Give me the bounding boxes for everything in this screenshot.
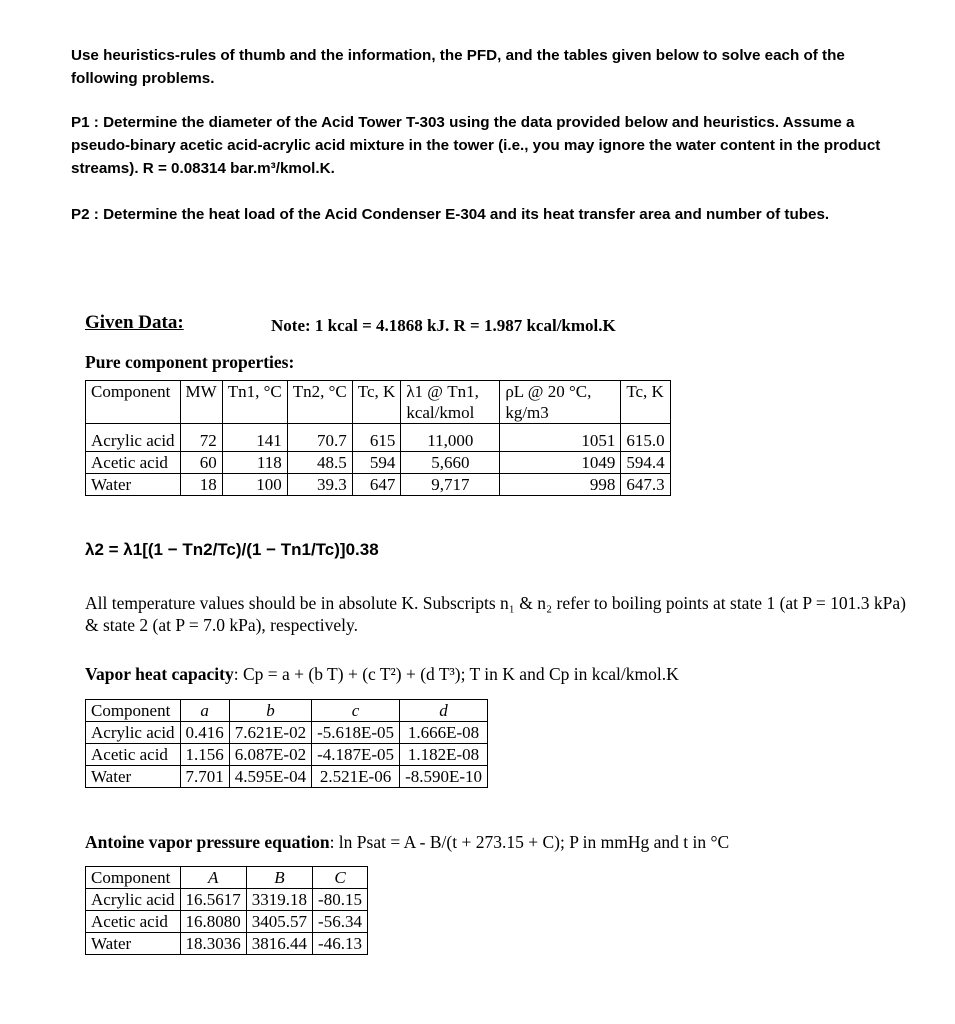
header-cell: Component (86, 867, 181, 889)
table-cell: Acetic acid (86, 911, 181, 933)
table-cell: Acrylic acid (86, 424, 181, 452)
problem-2-text: P2 : Determine the heat load of the Acid Condenser E-304 and its heat transfer area and number of tubes. (71, 206, 830, 223)
table-cell: 647.3 (621, 474, 670, 496)
antoine-table (85, 866, 368, 955)
table-cell: 7.701 (180, 766, 229, 788)
table-cell: Water (86, 474, 181, 496)
table-cell: -8.590E-10 (400, 766, 488, 788)
table-cell: Acrylic acid (86, 722, 181, 744)
antoine-label: Antoine vapor pressure equation (85, 832, 330, 852)
pure-component-title: Pure component properties: (85, 352, 295, 372)
table-cell: 1.156 (180, 744, 229, 766)
table-cell: 60 (180, 452, 222, 474)
header-cell: b (229, 700, 311, 722)
temperature-note: All temperature values should be in absolute K. Subscripts n₁ & n₂ refer to boiling points at state 1 (at P = 101.3 kPa) & state 2 (at P = 7.0 kPa), respectively. (85, 593, 906, 635)
table-cell: -80.15 (313, 889, 368, 911)
table-row (86, 424, 671, 452)
intro-text: Use heuristics-rules of thumb and the information, the PFD, and the tables given below to solve each of the following problems. (71, 47, 845, 87)
table-cell: -5.618E-05 (312, 722, 400, 744)
vapor-heat-capacity-line (85, 664, 679, 685)
table-row (86, 474, 671, 496)
table-cell: Water (86, 766, 181, 788)
table-cell: 16.8080 (180, 911, 246, 933)
table-cell: 2.521E-06 (312, 766, 400, 788)
header-cell: Tc, K (621, 381, 670, 424)
header-cell: Tn1, °C (222, 381, 287, 424)
table-cell: Water (86, 933, 181, 955)
table-row (86, 933, 368, 955)
table-cell: 118 (222, 452, 287, 474)
table-cell: 141 (222, 424, 287, 452)
table-cell: 3319.18 (246, 889, 312, 911)
latent-heat-equation: λ2 = λ1[(1 − Tn2/Tc)/(1 − Tn1/Tc)]0.38 (85, 540, 379, 559)
table-row (86, 722, 488, 744)
header-cell: d (400, 700, 488, 722)
table-cell: 0.416 (180, 722, 229, 744)
problem-1-text: P1 : Determine the diameter of the Acid Tower T-303 using the data provided below and heuristics. Assume a pseudo-binary acetic acid-acrylic acid mixture in the tower (i.e., you may ignore the water content in the product streams). R = 0.08314 bar.m³/kmol.K. (71, 114, 881, 177)
table-cell: 4.595E-04 (229, 766, 311, 788)
table-cell: 9,717 (401, 474, 500, 496)
table-cell: 615 (352, 424, 401, 452)
table-cell: 1049 (500, 452, 621, 474)
header-cell: Tn2, °C (287, 381, 352, 424)
table-cell: 7.621E-02 (229, 722, 311, 744)
table-cell: 11,000 (401, 424, 500, 452)
table-cell: 18.3036 (180, 933, 246, 955)
table-cell: 1.182E-08 (400, 744, 488, 766)
table-cell: Acetic acid (86, 452, 181, 474)
table-row (86, 889, 368, 911)
table-cell: 3816.44 (246, 933, 312, 955)
table-row (86, 744, 488, 766)
table-cell: 594.4 (621, 452, 670, 474)
header-cell: B (246, 867, 312, 889)
table-cell: 100 (222, 474, 287, 496)
table-cell: 5,660 (401, 452, 500, 474)
table-cell: 615.0 (621, 424, 670, 452)
vapor-heat-capacity-formula: : Cp = a + (b T) + (c T²) + (d T³); T in K and Cp in kcal/kmol.K (233, 664, 679, 684)
table-row (86, 766, 488, 788)
pure-component-table (85, 380, 671, 496)
table-cell: 70.7 (287, 424, 352, 452)
given-data-heading (85, 312, 885, 334)
table-row (86, 911, 368, 933)
table-cell: -4.187E-05 (312, 744, 400, 766)
table-cell: 39.3 (287, 474, 352, 496)
table-cell: 594 (352, 452, 401, 474)
given-data-note: Note: 1 kcal = 4.1868 kJ. R = 1.987 kcal/kmol.K (271, 316, 616, 335)
table-cell: 72 (180, 424, 222, 452)
table-cell: 48.5 (287, 452, 352, 474)
header-cell: Component (86, 700, 181, 722)
table-cell: 1.666E-08 (400, 722, 488, 744)
table-cell: Acetic acid (86, 744, 181, 766)
table-cell: 16.5617 (180, 889, 246, 911)
header-cell: Component (86, 381, 181, 424)
header-cell: λ1 @ Tn1, kcal/kmol (401, 381, 500, 424)
header-cell: MW (180, 381, 222, 424)
header-cell: c (312, 700, 400, 722)
table-cell: 18 (180, 474, 222, 496)
header-cell: a (180, 700, 229, 722)
header-cell: ρL @ 20 °C, kg/m3 (500, 381, 621, 424)
header-cell: C (313, 867, 368, 889)
table-cell: 647 (352, 474, 401, 496)
vapor-heat-capacity-table (85, 699, 488, 788)
table-cell: -56.34 (313, 911, 368, 933)
table-cell: 1051 (500, 424, 621, 452)
table-cell: 998 (500, 474, 621, 496)
given-data-title: Given Data: (85, 312, 184, 333)
antoine-line (85, 832, 729, 853)
table-cell: 3405.57 (246, 911, 312, 933)
header-cell: Tc, K (352, 381, 401, 424)
table-cell: -46.13 (313, 933, 368, 955)
table-row (86, 452, 671, 474)
vapor-heat-capacity-label: Vapor heat capacity (85, 664, 234, 684)
antoine-formula: : ln Psat = A - B/(t + 273.15 + C); P in mmHg and t in °C (329, 832, 730, 852)
table-cell: Acrylic acid (86, 889, 181, 911)
header-cell: A (180, 867, 246, 889)
table-cell: 6.087E-02 (229, 744, 311, 766)
